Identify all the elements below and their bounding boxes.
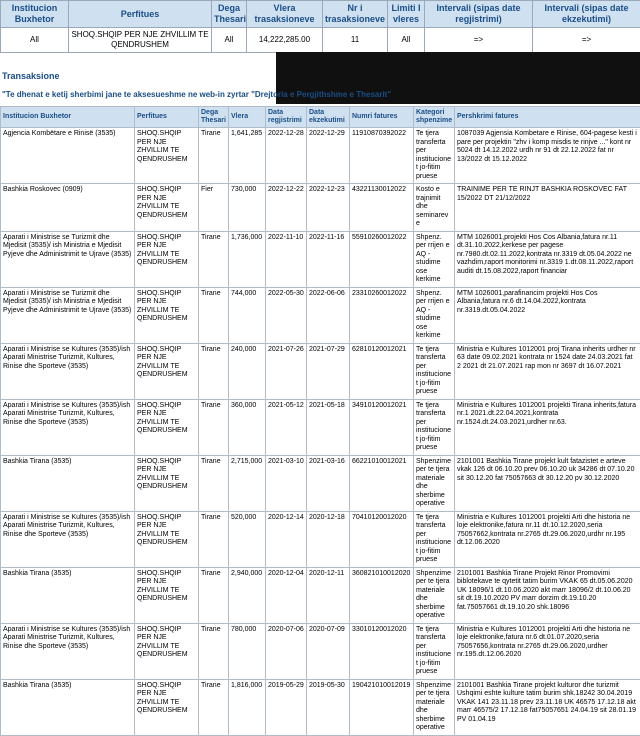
cell-institution: Aparati i Ministrise se Turizmit dhe Mjedisit (3535)/ ish Ministria e Mjedisit Pyjeve dhe Administrimit te Ujrave (3535) xyxy=(1,287,135,343)
cell-institution: Aparati i Ministrise se Turizmit dhe Mjedisit (3535)/ ish Ministria e Mjedisit Pyjeve dhe Administrimit te Ujrave (3535) xyxy=(1,231,135,287)
cell-execution-date: 2021-05-18 xyxy=(307,399,350,455)
cell-institution: Bashkia Roskovec (0909) xyxy=(1,184,135,232)
cell-invoice-number: 55910260012022 xyxy=(350,231,414,287)
cell-execution-date: 2022-12-23 xyxy=(307,184,350,232)
cell-category: Te tjera transferta per institucionet jo-fitim pruese xyxy=(414,128,455,184)
summary-header[interactable]: Vlera trasaksioneve xyxy=(247,1,323,28)
cell-branch: Tirane xyxy=(199,287,229,343)
cell-description: MTM 1026001,projekti Hos Cos Albania,fatura nr.11 dt.31.10.2022,kerkese per pagese nr.7980.dt.02.11.2022,kontrata nr.3319 dt.05.04.2022 ne vazhdim,raport monitorimi nr.3319 1.dt.08.11.2022,raport auditi dt.15.08.2022,raport financiar xyxy=(455,231,640,287)
cell-registration-date: 2020-12-04 xyxy=(266,567,307,623)
cell-beneficiary: SHOQ.SHQIP PER NJE ZHVILLIM TE QENDRUSHEM xyxy=(135,231,199,287)
cell-value: 730,000 xyxy=(229,184,266,232)
cell-value: 520,000 xyxy=(229,511,266,567)
cell-beneficiary: SHOQ.SHQIP PER NJE ZHVILLIM TE QENDRUSHEM xyxy=(135,455,199,511)
summary-header[interactable]: Intervali (sipas date regjistrimi) xyxy=(425,1,533,28)
cell-branch: Tirane xyxy=(199,511,229,567)
cell-branch: Tirane xyxy=(199,399,229,455)
cell-value: 780,000 xyxy=(229,623,266,679)
cell-registration-date: 2021-07-26 xyxy=(266,343,307,399)
cell-description: MTM 1026001,parafinancim projekti Hos Cos Albania,fatura nr.6 dt.14.04.2022,kontrata nr.3319.dt.05.04.2022 xyxy=(455,287,640,343)
cell-invoice-number: 11910870392022 xyxy=(350,128,414,184)
column-header[interactable]: Kategori shpenzime xyxy=(414,107,455,128)
cell-branch: Tirane xyxy=(199,343,229,399)
cell-description: TRAINIME PER TE RINJT BASHKIA ROSKOVEC FAT 15/2022 DT 21/12/2022 xyxy=(455,184,640,232)
cell-execution-date: 2022-06-06 xyxy=(307,287,350,343)
summary-cell-reg-interval: => xyxy=(425,28,533,53)
cell-value: 240,000 xyxy=(229,343,266,399)
cell-category: Te tjera transferta per institucionet jo-fitim pruese xyxy=(414,623,455,679)
cell-institution: Agjencia Kombëtare e Rinisë (3535) xyxy=(1,128,135,184)
cell-category: Te tjera transferta per institucionet jo-fitim pruese xyxy=(414,343,455,399)
table-row xyxy=(1,231,640,287)
cell-branch: Tirane xyxy=(199,567,229,623)
cell-invoice-number: 34910120012021 xyxy=(350,399,414,455)
cell-category: Shpenzime per te tjera materiale dhe sherbime operative xyxy=(414,679,455,735)
cell-description: 2101001 Bashkia Tirane Projekt Rinor Promovimi biblotekave te qytetit tatim burim VKAK 65 dt.05.06.2020 UK 18096/1 dt.10.06.2020 akt marr 18096/2 dt.10.06.20 sit dt.19.10.2020 PV marr dorzim dt.19.10.20 fat.75057661 dt.19.10.20 shk.18096 xyxy=(455,567,640,623)
cell-institution: Aparati i Ministrise se Kultures (3535)/ish Aparati Ministrise Turizmit, Kultures, Rinise dhe Sporteve (3535) xyxy=(1,343,135,399)
cell-execution-date: 2021-07-29 xyxy=(307,343,350,399)
table-row xyxy=(1,184,640,232)
table-row xyxy=(1,455,640,511)
summary-header[interactable]: Limiti I vleres xyxy=(388,1,425,28)
transactions-table xyxy=(0,106,640,736)
summary-header[interactable]: Intervali (sipas date ekzekutimi) xyxy=(533,1,640,28)
cell-registration-date: 2019-05-29 xyxy=(266,679,307,735)
cell-execution-date: 2020-12-11 xyxy=(307,567,350,623)
cell-branch: Fier xyxy=(199,184,229,232)
cell-description: Ministria e Kultures 1012001 projekti Tirana inherits,fatura nr.1 2021.dt.22.04.2021,kontrata nr.1524.dt.24.03.2021,urdher nr.63. xyxy=(455,399,640,455)
cell-beneficiary: SHOQ.SHQIP PER NJE ZHVILLIM TE QENDRUSHEM xyxy=(135,287,199,343)
cell-value: 2,940,000 xyxy=(229,567,266,623)
summary-cell-exec-interval: => xyxy=(533,28,640,53)
summary-cell-branch: All xyxy=(212,28,247,53)
cell-beneficiary: SHOQ.SHQIP PER NJE ZHVILLIM TE QENDRUSHEM xyxy=(135,567,199,623)
cell-registration-date: 2020-07-06 xyxy=(266,623,307,679)
cell-description: Ministria e Kultures 1012001 projekti Arti dhe historia ne loje elektronike,fatura nr.11 dt.10.12.2020,seria 75057662,kontrata nr.2765 dt.29.06.2020,urdhr nr.195 dt.12.06.2020 xyxy=(455,511,640,567)
cell-beneficiary: SHOQ.SHQIP PER NJE ZHVILLIM TE QENDRUSHEM xyxy=(135,679,199,735)
cell-branch: Tirane xyxy=(199,231,229,287)
summary-cell-total-value: 14,222,285.00 xyxy=(247,28,323,53)
cell-description: Ministria e Kultures 1012001 proj Tirana inherits urdher nr 63 date 09.02.2021 kontrata nr 1524 date 24.03.2021 fat 2 2021 dt 21.07.2021 rap mon nr 3697 dt 16.07.2021 xyxy=(455,343,640,399)
cell-category: Shpenz. per rrijen e AQ - studime ose kerkime xyxy=(414,231,455,287)
column-header[interactable]: Vlera xyxy=(229,107,266,128)
cell-beneficiary: SHOQ.SHQIP PER NJE ZHVILLIM TE QENDRUSHEM xyxy=(135,343,199,399)
cell-registration-date: 2021-03-10 xyxy=(266,455,307,511)
cell-execution-date: 2022-11-16 xyxy=(307,231,350,287)
cell-invoice-number: 66221010012021 xyxy=(350,455,414,511)
table-row xyxy=(1,343,640,399)
summary-row xyxy=(1,28,640,53)
cell-branch: Tirane xyxy=(199,455,229,511)
column-header[interactable]: Data ekzekutimi xyxy=(307,107,350,128)
summary-header[interactable]: Dega Thesari xyxy=(212,1,247,28)
cell-institution: Bashkia Tirana (3535) xyxy=(1,455,135,511)
summary-header[interactable]: Institucion Buxhetor xyxy=(1,1,69,28)
cell-category: Shpenzime per te tjera materiale dhe sherbime operative xyxy=(414,455,455,511)
column-header[interactable]: Perfitues xyxy=(135,107,199,128)
cell-execution-date: 2022-12-29 xyxy=(307,128,350,184)
cell-description: 2101001 Bashkia Tirane projekt kult fatazistet e arteve vkak 126 dt 06.10.20 prev 06.10.20 uk 34286 dt 07.10.20 sit 30.12.20 fat 75057663 dt 30.12.20 pv 30.12.2020 xyxy=(455,455,640,511)
cell-description: Ministria e Kultures 1012001 projekti Arti dhe historia ne loje elektronike,fatura nr.6 dt.01.07.2020,seria 75057656,kontrata nr.2765 dt.29.06.2020,urdher nr.195.dt.12.06.2020 xyxy=(455,623,640,679)
cell-institution: Bashkia Tirana (3535) xyxy=(1,679,135,735)
cell-description: 1087039 Agjensia Kombetare e Rinise, 604-pagese kesti i pare per projektin "zhv i komp misdis te rinjve ..." kont nr 5024 dt 14.12.2022 urdh nr 91 dt 22.12.2022 fat nr 13/2022 dt 15.12.2022 xyxy=(455,128,640,184)
cell-execution-date: 2020-12-18 xyxy=(307,511,350,567)
cell-institution: Bashkia Tirana (3535) xyxy=(1,567,135,623)
column-header[interactable]: Data regjistrimi xyxy=(266,107,307,128)
cell-branch: Tirane xyxy=(199,679,229,735)
cell-value: 2,715,000 xyxy=(229,455,266,511)
summary-cell-count: 11 xyxy=(323,28,388,53)
cell-execution-date: 2019-05-30 xyxy=(307,679,350,735)
summary-cell-limit: All xyxy=(388,28,425,53)
cell-invoice-number: 43221130012022 xyxy=(350,184,414,232)
cell-registration-date: 2021-05-12 xyxy=(266,399,307,455)
cell-registration-date: 2022-11-10 xyxy=(266,231,307,287)
table-row xyxy=(1,399,640,455)
table-row xyxy=(1,128,640,184)
summary-header[interactable]: Nr i trasaksioneve xyxy=(323,1,388,28)
cell-category: Shpenz. per rrijen e AQ - studime ose kerkime xyxy=(414,287,455,343)
cell-branch: Tirane xyxy=(199,128,229,184)
cell-execution-date: 2020-07-09 xyxy=(307,623,350,679)
cell-value: 1,736,000 xyxy=(229,231,266,287)
summary-cell-beneficiary: SHOQ.SHQIP PER NJE ZHVILLIM TE QENDRUSHEM xyxy=(69,28,212,53)
cell-description: 2101001 Bashkia Tirane projekt kulturor dhe turizmit Ushqimi eshte kulture tatim burim shk.18242 30.04.2019 VKAK 141 23.11.18 prev 23.11.18 UK 46575 17.12.18 akt marr 46575/2 17.12.18 fat75057651 24.04.19 sit 28.01.19 PV 01.04.19 xyxy=(455,679,640,735)
cell-beneficiary: SHOQ.SHQIP PER NJE ZHVILLIM TE QENDRUSHEM xyxy=(135,623,199,679)
cell-registration-date: 2022-12-28 xyxy=(266,128,307,184)
summary-header-row xyxy=(1,1,640,28)
cell-invoice-number: 62810120012021 xyxy=(350,343,414,399)
column-header[interactable]: Numri fatures xyxy=(350,107,414,128)
cell-beneficiary: SHOQ.SHQIP PER NJE ZHVILLIM TE QENDRUSHEM xyxy=(135,511,199,567)
cell-category: Shpenzime per te tjera materiale dhe sherbime operative xyxy=(414,567,455,623)
cell-category: Te tjera transferta per institucionet jo-fitim pruese xyxy=(414,399,455,455)
cell-beneficiary: SHOQ.SHQIP PER NJE ZHVILLIM TE QENDRUSHEM xyxy=(135,184,199,232)
cell-beneficiary: SHOQ.SHQIP PER NJE ZHVILLIM TE QENDRUSHEM xyxy=(135,128,199,184)
transactions-body xyxy=(1,128,640,736)
table-row xyxy=(1,287,640,343)
column-header[interactable]: Pershkrimi fatures xyxy=(455,107,640,128)
summary-table xyxy=(0,0,640,53)
cell-institution: Aparati i Ministrise se Kultures (3535)/ish Aparati Ministrise Turizmit, Kultures, Rinise dhe Sporteve (3535) xyxy=(1,511,135,567)
cell-registration-date: 2022-12-22 xyxy=(266,184,307,232)
cell-invoice-number: 70410120012020 xyxy=(350,511,414,567)
table-row xyxy=(1,623,640,679)
summary-cell-institution: All xyxy=(1,28,69,53)
cell-value: 744,000 xyxy=(229,287,266,343)
cell-invoice-number: 360821010012020 xyxy=(350,567,414,623)
cell-invoice-number: 23310260012022 xyxy=(350,287,414,343)
cell-beneficiary: SHOQ.SHQIP PER NJE ZHVILLIM TE QENDRUSHEM xyxy=(135,399,199,455)
cell-execution-date: 2021-03-16 xyxy=(307,455,350,511)
notice-text: "Te dhenat e ketij sherbimi jane te aksesueshme ne web-in zyrtar "Drejtoria e Pergjithshme e Thesarit" xyxy=(2,90,391,99)
cell-value: 360,000 xyxy=(229,399,266,455)
table-row xyxy=(1,511,640,567)
cell-institution: Aparati i Ministrise se Kultures (3535)/ish Aparati Ministrise Turizmit, Kultures, Rinise dhe Sporteve (3535) xyxy=(1,623,135,679)
cell-value: 1,816,000 xyxy=(229,679,266,735)
cell-invoice-number: 190421010012019 xyxy=(350,679,414,735)
column-header[interactable]: Institucion Buxhetor xyxy=(1,107,135,128)
table-row xyxy=(1,679,640,735)
cell-registration-date: 2020-12-14 xyxy=(266,511,307,567)
transactions-header-row xyxy=(1,107,640,128)
cell-institution: Aparati i Ministrise se Kultures (3535)/ish Aparati Ministrise Turizmit, Kultures, Rinise dhe Sporteve (3535) xyxy=(1,399,135,455)
cell-category: Te tjera transferta per institucionet jo-fitim pruese xyxy=(414,511,455,567)
section-title: Transaksione xyxy=(2,71,60,81)
cell-invoice-number: 33010120012020 xyxy=(350,623,414,679)
column-header[interactable]: Dega Thesari xyxy=(199,107,229,128)
cell-registration-date: 2022-05-30 xyxy=(266,287,307,343)
cell-branch: Tirane xyxy=(199,623,229,679)
cell-value: 1,641,285 xyxy=(229,128,266,184)
cell-category: Kosto e trajnimit dhe seminareve xyxy=(414,184,455,232)
summary-header[interactable]: Perfitues xyxy=(69,1,212,28)
table-row xyxy=(1,567,640,623)
